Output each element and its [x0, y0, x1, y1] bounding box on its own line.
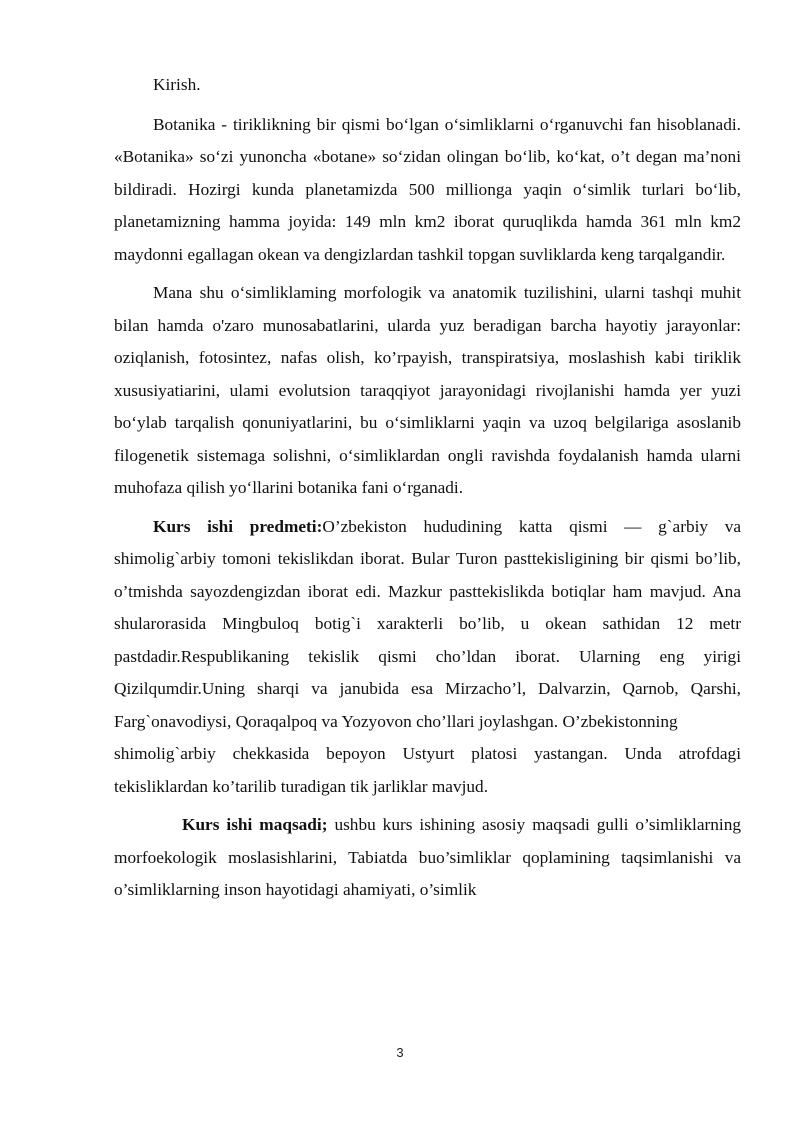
course-subject-label: Kurs ishi predmeti: — [153, 516, 323, 536]
paragraph-course-subject — [114, 511, 741, 739]
course-subject-text: O’zbekiston hududining katta qismi — g`arbiy va shimolig`arbiy tomoni tekislikdan iborat. Bular Turon pasttekisligining bir qismi bo’lib, o’tmishda sayozdengizdan iborat edi. Mazkur pasttekislikda botiqlar ham mavjud. Ana shularorasida Mingbuloq botig`i xarakterli bo’lib, u okean sathidan 12 metr pastdadir.Respublikaning tekislik qismi cho’ldan iborat. Ularning eng yirigi Qizilqumdir.Uning sharqi va janubida esa Mirzacho’l, Dalvarzin, Qarnob, Qarshi, Farg`onavodiysi, Qoraqalpoq va Yozyovon cho’llari joylashgan. O’zbekistonning — [114, 516, 741, 731]
section-heading: Kirish. — [153, 75, 201, 94]
course-goal-label: Kurs ishi maqsadi; — [182, 815, 328, 834]
paragraph-botanika-definition: Botanika - tiriklikning bir qismi bo‘lgan o‘simliklarni o‘rganuvchi fan hisoblanadi. «Botanika» so‘zi yunoncha «botane» so‘zidan olingan bo‘lib, ko‘kat, o’t degan ma’noni bildiradi. Hozirgi kunda planetamizda 500 millionga yaqin o‘simlik turlari bo‘lib, planetamizning hamma joyida: 149 mln km2 iborat quruqlikda hamda 361 mln km2 maydonni egallagan okean va dengizlardan tashkil topgan suvliklarda keng tarqalgandir. — [114, 114, 741, 264]
paragraph-botanika-scope: Mana shu o‘simliklaming morfologik va anatomik tuzilishini, ularni tashqi muhit bilan hamda o'zaro munosabatlarini, ularda yuz beradigan barcha hayotiy jarayonlar: oziqlanish, fotosintez, nafas olish, ko’rpayish, transpiratsiya, moslashish kabi tiriklik xususiyatiarini, ulami evolutsion taraqqiyot jarayonidagi rivojlanishi hamda yer yuzi bo‘ylab tarqalish qonuniyatlarini, bu o‘simliklarni yaqin va uzoq belgilariga asoslanib filogenetik sistemaga solishni, o‘simliklardan ongli ravishda foydalanish hamda ularni muhofaza qilish yo‘llarini botanika fani o‘rganadi. — [114, 283, 741, 497]
course-goal-text: ushbu kurs ishining asosiy maqsadi gulli o’simliklarning morfoekologik moslasishlarini, Tabiatda buo’simliklar qoplamining taqsimlanishi va o’simliklarning inson hayotidagi ahamiyati, o’simlik — [114, 815, 741, 899]
page-number: 3 — [396, 1045, 404, 1060]
paragraph-course-subject-continuation: shimolig`arbiy chekkasida bepoyon Ustyurt platosi yastangan. Unda atrofdagi tekisliklardan ko’tarilib turadigan tik jarliklar mavjud. — [114, 744, 741, 796]
paragraph-course-goal — [114, 809, 741, 907]
